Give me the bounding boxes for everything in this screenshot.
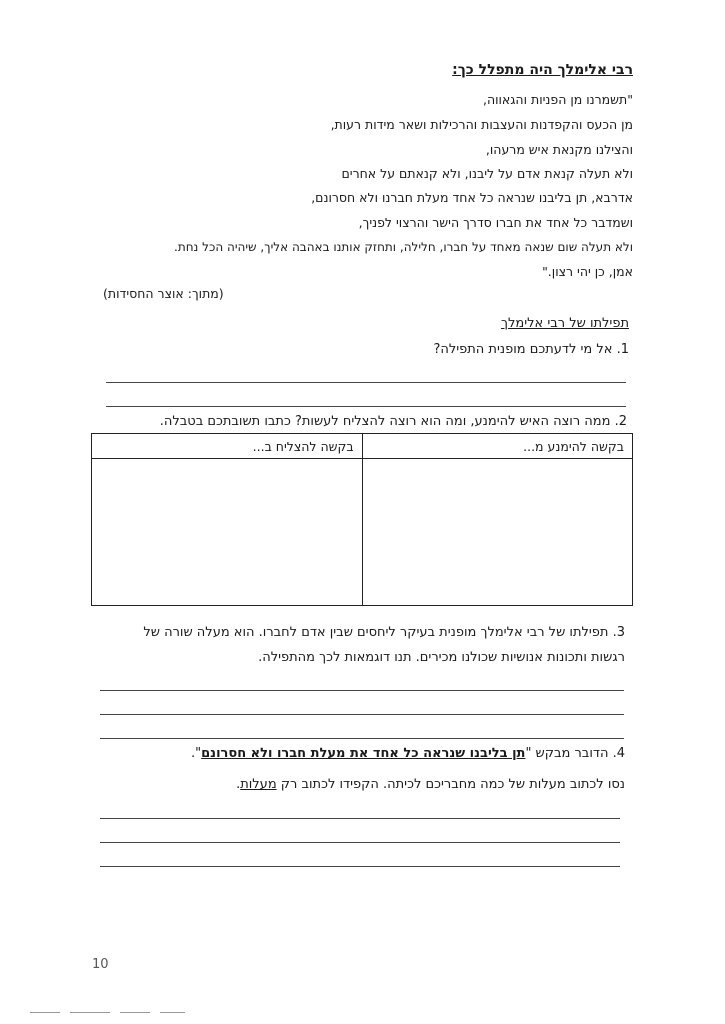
answer-line[interactable] <box>100 714 624 715</box>
prayer-line: ושמדבר כל אחד את חברו סדרך הישר והרצוי לפניך, <box>358 215 633 230</box>
answer-line[interactable] <box>106 406 626 407</box>
question-4-emphasis: מעלות <box>240 777 277 792</box>
question-2: 2. ממה רוצה האיש להימנע, ומה הוא רוצה להצליח לעשות? כתבו תשובתכם בטבלה. <box>159 414 627 429</box>
prayer-line: מן הכעס והקפדנות והעצבות והרכילות ושאר מידות רעות, <box>330 117 633 132</box>
question-4-quote: תן בליבנו שנראה כל אחד את מעלת חברו ולא חסרונם <box>201 746 526 761</box>
answer-line[interactable] <box>106 382 626 383</box>
page-number: 10 <box>92 957 109 972</box>
prayer-line: אדרבא, תן בליבנו שנראה כל אחד מעלת חברנו ולא חסרונם, <box>311 190 633 205</box>
scan-artifact <box>30 1012 60 1013</box>
question-3-line-1: 3. תפילתו של רבי אלימלך מופנית בעיקר ליחסים שבין אדם לחברו. הוא מעלה שורה של <box>143 625 625 640</box>
question-3-line-2: רגשות ותכונות אנושיות שכולנו מכירים. תנו דוגמאות לכך מהתפילה. <box>258 650 625 665</box>
prayer-line: אמן, כן יהי רצון." <box>542 264 633 279</box>
answer-line[interactable] <box>100 690 624 691</box>
table-header-succeed: בקשה להצליח ב... <box>92 434 363 459</box>
prayer-title: רבי אלימלך היה מתפלל כך: <box>452 62 633 78</box>
answer-table <box>91 433 633 606</box>
prayer-line: ולא תעלה קנאת אדם על ליבנו, ולא קנאתם על אחרים <box>341 166 633 181</box>
question-4-prefix: 4. הדובר מבקש " <box>525 746 625 761</box>
worksheet-subtitle: תפילתו של רבי אלימלך <box>501 316 629 331</box>
scan-artifact <box>70 1012 110 1013</box>
table-cell-succeed[interactable] <box>92 459 363 606</box>
answer-line[interactable] <box>100 818 620 819</box>
prayer-line: ולא תעלה שום שנאה מאחד על חברו, חלילה, ותחזק אותנו באהבה אליך, שיהיה הכל נחת. <box>174 240 633 254</box>
table-header-avoid: בקשה להימנע מ... <box>362 434 632 459</box>
answer-line[interactable] <box>100 842 620 843</box>
question-4-line-2-prefix: נסו לכתוב מעלות של כמה מחבריכם לכיתה. הקפידו לכתוב רק <box>276 777 625 792</box>
answer-line[interactable] <box>100 738 624 739</box>
prayer-line: "תשמרנו מן הפניות והגאווה, <box>482 92 633 107</box>
question-4 <box>191 746 625 761</box>
answer-line[interactable] <box>100 866 620 867</box>
question-4-suffix: ". <box>191 746 202 761</box>
scan-artifact <box>120 1012 150 1013</box>
question-1: 1. אל מי לדעתכם מופנית התפילה? <box>433 342 629 357</box>
prayer-line: והצילנו מקנאת איש מרעהו, <box>485 142 633 157</box>
scan-artifact <box>160 1012 185 1013</box>
question-4-line-2-suffix: . <box>236 777 241 792</box>
table-cell-avoid[interactable] <box>362 459 632 606</box>
question-4-line-2 <box>236 777 625 792</box>
prayer-source: (מתוך: אוצר החסידות) <box>103 286 224 301</box>
